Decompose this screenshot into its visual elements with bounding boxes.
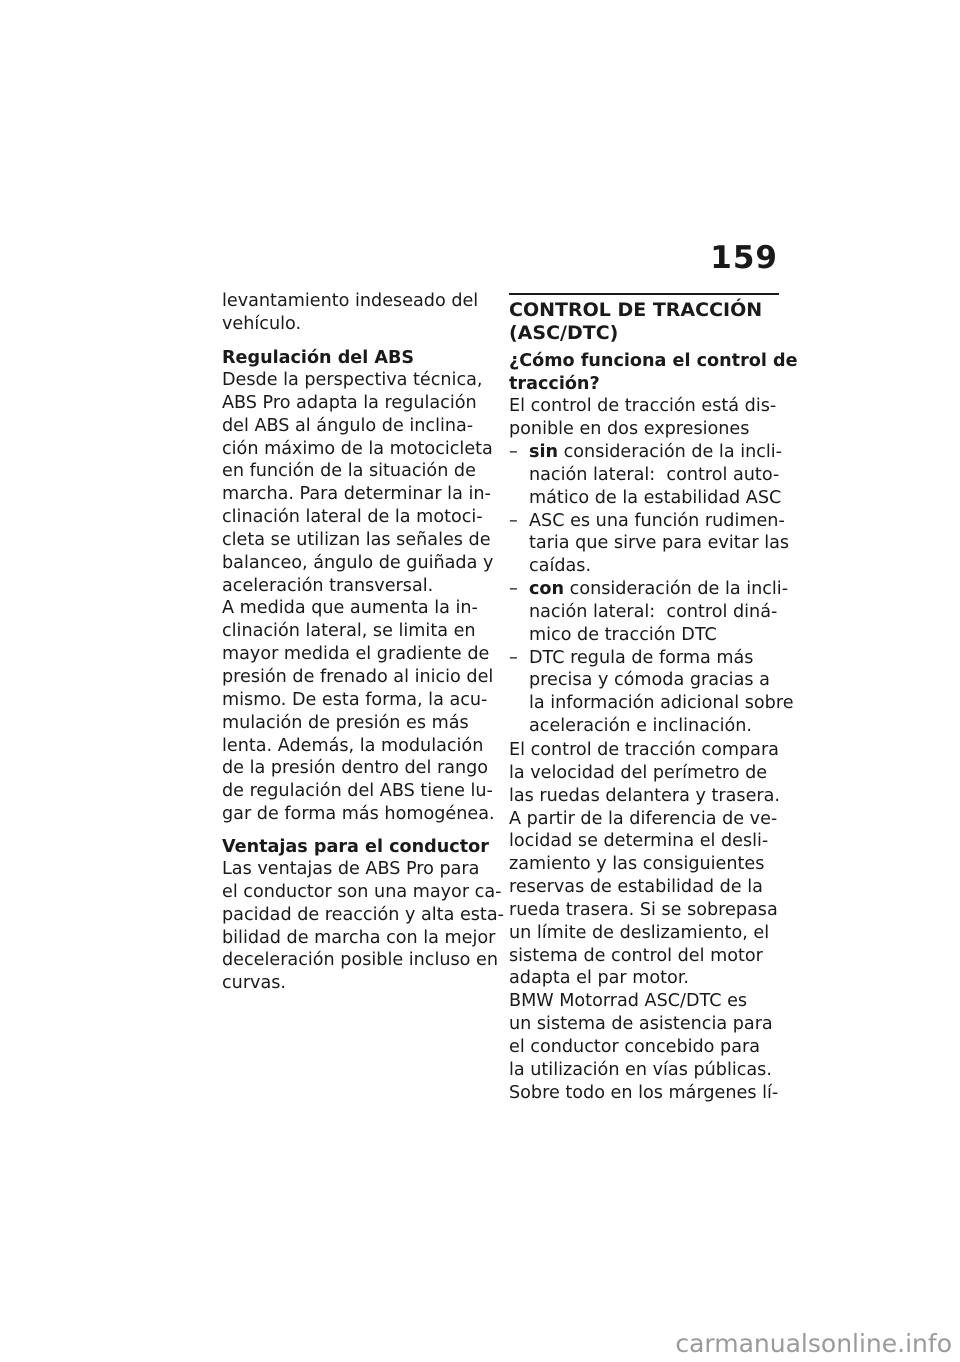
list-item <box>509 647 794 738</box>
text-line: curvas. <box>222 973 287 994</box>
text-line: del ABS al ángulo de inclina- <box>222 415 474 436</box>
abs-heading: Regulación del ABS <box>222 348 415 368</box>
text-line <box>529 441 794 464</box>
body-paragraph <box>509 739 780 1105</box>
text-line: Sobre todo en los márgenes lí- <box>509 1082 779 1103</box>
text-line: sistema de control del motor <box>509 945 763 966</box>
mode-list <box>509 441 794 738</box>
line-text: DTC regula de forma más <box>529 647 754 668</box>
text-line: ¿Cómo funciona el control de <box>509 351 798 371</box>
dash-bullet: – <box>509 442 518 462</box>
text-line: en función de la situación de <box>222 461 476 482</box>
text-line: reservas de estabilidad de la <box>509 877 763 898</box>
list-item <box>509 441 794 510</box>
text-line <box>529 510 794 533</box>
text-line: clinación lateral, se limita en <box>222 621 476 642</box>
line-text: consideración de la incli- <box>558 442 783 462</box>
line-text: la información adicional sobre <box>529 693 794 714</box>
text-line: el conductor concebido para <box>509 1036 761 1057</box>
text-line: Las ventajas de ABS Pro para <box>222 859 480 879</box>
text-line: locidad se determina el desli- <box>509 831 769 852</box>
text-line: mismo. De esta forma, la acu- <box>222 689 488 710</box>
line-text: taria que sirve para evitar las <box>529 533 790 554</box>
section-title <box>509 299 762 345</box>
line-text: nación lateral: control diná- <box>529 601 778 622</box>
text-line: A partir de la diferencia de ve- <box>509 808 778 829</box>
text-line <box>529 464 794 487</box>
text-line: de la presión dentro del rango <box>222 758 489 779</box>
text-line: mayor medida el gradiente de <box>222 644 490 665</box>
bold-keyword: sin <box>529 442 559 462</box>
text-line: cleta se utilizan las señales de <box>222 529 491 550</box>
text-line <box>529 669 794 692</box>
advantages-heading: Ventajas para el conductor <box>222 837 489 857</box>
text-line: (ASC/DTC) <box>509 321 619 344</box>
list-item <box>509 578 794 647</box>
text-line: las ruedas delantera y trasera. <box>509 785 781 806</box>
line-text: precisa y cómoda gracias a <box>529 670 770 691</box>
text-line: ABS Pro adapta la regulación <box>222 392 477 413</box>
text-line: un sistema de asistencia para <box>509 1014 773 1035</box>
text-line <box>529 578 794 601</box>
text-line: gar de forma más homogénea. <box>222 804 495 825</box>
text-line: el conductor son una mayor ca- <box>222 881 502 902</box>
advantages-paragraph <box>222 858 504 995</box>
text-line: mulación de presión es más <box>222 712 469 733</box>
text-line: lenta. Además, la modulación <box>222 735 484 756</box>
text-line <box>529 601 794 624</box>
text-line: clinación lateral de la motoci- <box>222 507 483 528</box>
text-line: de regulación del ABS tiene lu- <box>222 781 493 802</box>
text-line <box>529 624 794 647</box>
intro-paragraph <box>509 395 776 441</box>
text-line: vehículo. <box>222 313 302 334</box>
left-intro-paragraph <box>222 290 478 336</box>
text-line <box>529 715 794 738</box>
text-line: bilidad de marcha con la mejor <box>222 927 496 948</box>
text-line: rueda trasera. Si se sobrepasa <box>509 899 778 920</box>
text-line: zamiento y las consiguientes <box>509 854 765 875</box>
text-line <box>529 692 794 715</box>
text-line <box>529 555 794 578</box>
text-line: CONTROL DE TRACCIÓN <box>509 299 763 321</box>
line-text: mico de tracción DTC <box>529 624 717 645</box>
text-line: un límite de deslizamiento, el <box>509 922 770 943</box>
text-line: pacidad de reacción y alta esta- <box>222 904 504 925</box>
text-line: A medida que aumenta la in- <box>222 598 478 619</box>
text-line: El control de tracción compara <box>509 740 779 760</box>
line-text: caídas. <box>529 556 592 577</box>
text-line: adapta el par motor. <box>509 968 690 989</box>
abs-paragraph <box>222 369 495 826</box>
text-line: Desde la perspectiva técnica, <box>222 370 483 390</box>
dash-bullet: – <box>509 579 518 600</box>
text-line <box>529 487 794 510</box>
text-line: aceleración transversal. <box>222 575 434 596</box>
text-line: balanceo, ángulo de guiñada y <box>222 552 494 573</box>
text-line <box>529 647 794 670</box>
text-line: tracción? <box>509 373 600 394</box>
dash-bullet: – <box>509 647 518 668</box>
line-text: aceleración e inclinación. <box>529 716 752 737</box>
text-line: marcha. Para determinar la in- <box>222 484 491 505</box>
text-line: presión de frenado al inicio del <box>222 666 494 687</box>
text-line: El control de tracción está dis- <box>509 396 777 416</box>
text-line <box>529 532 794 555</box>
bold-keyword: con <box>529 579 565 600</box>
line-text: mático de la estabilidad ASC <box>529 487 782 508</box>
text-line: ponible en dos expresiones <box>509 418 750 439</box>
subsection-heading <box>509 350 798 396</box>
page-number: 159 <box>710 240 778 276</box>
line-text: ASC es una función rudimen- <box>529 510 785 531</box>
text-line: BMW Motorrad ASC/DTC es <box>509 991 748 1012</box>
text-line: la utilización en vías públicas. <box>509 1059 772 1080</box>
text-line: levantamiento indeseado del <box>222 291 479 311</box>
text-line: ción máximo de la motocicleta <box>222 438 493 459</box>
text-line: la velocidad del perímetro de <box>509 762 768 783</box>
text-line: deceleración posible incluso en <box>222 950 498 971</box>
line-text: consideración de la incli- <box>564 579 789 600</box>
watermark: carmanualsonline.info <box>675 1329 952 1358</box>
line-text: nación lateral: control auto- <box>529 464 780 485</box>
list-item <box>509 510 794 579</box>
section-rule <box>509 293 779 295</box>
dash-bullet: – <box>509 510 518 531</box>
